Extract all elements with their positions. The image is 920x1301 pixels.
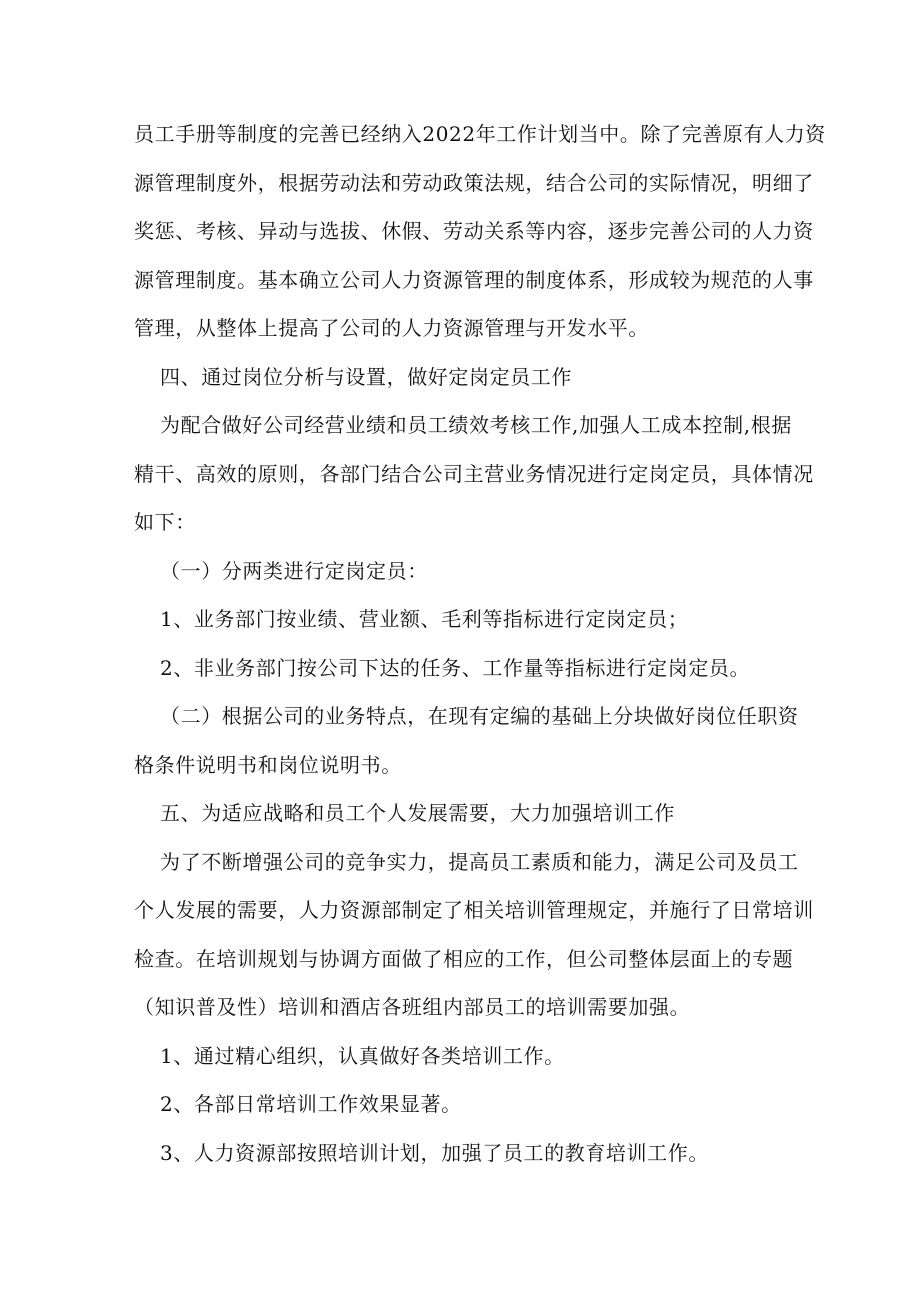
list-item: 1、通过精心组织，认真做好各类培训工作。 bbox=[160, 1043, 565, 1068]
section-heading-five: 五、为适应战略和员工个人发展需要，大力加强培训工作 bbox=[160, 801, 675, 825]
text-line: 源管理制度。基本确立公司人力资源管理的制度体系，形成较为规范的人事 bbox=[134, 267, 814, 292]
text-line: 员工手册等制度的完善已经纳入2022年工作计划当中。除了完善原有人力资 bbox=[134, 122, 826, 146]
list-item: 2、非业务部门按公司下达的任务、工作量等指标进行定岗定员。 bbox=[160, 655, 751, 680]
subsection-heading: （一）分两类进行定岗定员： bbox=[160, 558, 428, 583]
list-item: 1、业务部门按业绩、营业额、毛利等指标进行定岗定员； bbox=[160, 607, 689, 631]
text-line: 格条件说明书和岗位说明书。 bbox=[134, 752, 402, 777]
text-line: （知识普及性）培训和酒店各班组内部员工的培训需要加强。 bbox=[134, 995, 691, 1019]
list-item: 3、人力资源部按照培训计划，加强了员工的教育培训工作。 bbox=[160, 1140, 709, 1165]
text-line: 管理，从整体上提高了公司的人力资源管理与开发水平。 bbox=[134, 316, 649, 340]
text-line: 检查。在培训规划与协调方面做了相应的工作，但公司整体层面上的专题 bbox=[134, 946, 794, 971]
body-text bbox=[134, 110, 826, 1177]
list-item: 2、各部日常培训工作效果显著。 bbox=[160, 1092, 462, 1116]
text-line: 奖惩、考核、异动与选拔、休假、劳动关系等内容，逐步完善公司的人力资 bbox=[134, 219, 814, 243]
text-line: 为了不断增强公司的竞争实力，提高员工素质和能力，满足公司及员工 bbox=[160, 849, 799, 874]
text-line: 精干、高效的原则，各部门结合公司主营业务情况进行定岗定员，具体情况 bbox=[134, 461, 814, 486]
text-line: 为配合做好公司经营业绩和员工绩效考核工作,加强人工成本控制,根据 bbox=[160, 413, 792, 437]
section-heading-four: 四、通过岗位分析与设置，做好定岗定员工作 bbox=[160, 364, 572, 389]
text-line: 个人发展的需要，人力资源部制定了相关培训管理规定，并施行了日常培训 bbox=[134, 898, 814, 922]
text-line: 源管理制度外，根据劳动法和劳动政策法规，结合公司的实际情况，明细了 bbox=[134, 170, 814, 195]
subsection-heading: （二）根据公司的业务特点，在现有定编的基础上分块做好岗位任职资 bbox=[160, 704, 799, 728]
text-line: 如下： bbox=[134, 510, 196, 534]
